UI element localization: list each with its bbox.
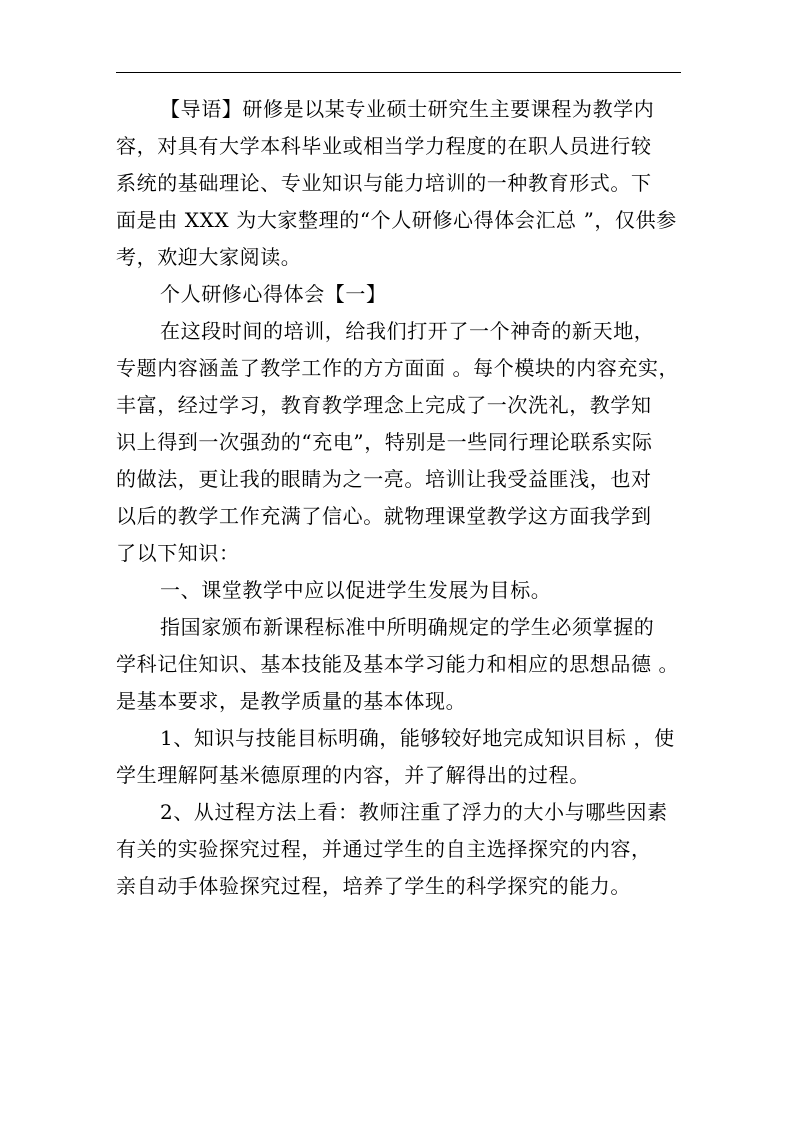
paragraph-line: 以后的教学工作充满了信心。就物理课堂教学这方面我学到	[116, 504, 652, 528]
paragraph-line: 考，欢迎大家阅读。	[116, 245, 302, 269]
document-body	[116, 91, 686, 905]
paragraph-line: 是基本要求，是教学质量的基本体现。	[116, 689, 467, 713]
paragraph-line: 的做法，更让我的眼睛为之一亮。培训让我受益匪浅，也对	[116, 467, 652, 491]
list-item-line: 2、从过程方法上看：教师注重了浮力的大小与哪些因素	[160, 800, 668, 824]
paragraph-line: 面是由 XXX 为大家整理的“个人研修心得体会汇总 ”，仅供参	[116, 208, 677, 232]
paragraph-line: 【导语】研修是以某专业硕士研究生主要课程为教学内	[160, 97, 655, 121]
list-item-line: 1、知识与技能目标明确，能够较好地完成知识目标 ，使	[160, 726, 675, 750]
subsection-heading: 一、课堂教学中应以促进学生发展为目标。	[160, 578, 552, 602]
paragraph-line: 有关的实验探究过程，并通过学生的自主选择探究的内容，	[116, 837, 652, 861]
header-rule	[116, 72, 681, 73]
paragraph-line: 亲自动手体验探究过程，培养了学生的科学探究的能力。	[116, 874, 631, 898]
paragraph-line: 容，对具有大学本科毕业或相当学力程度的在职人员进行较	[116, 134, 652, 158]
paragraph-line: 学科记住知识、基本技能及基本学习能力和相应的思想品德 。	[116, 652, 680, 676]
section-heading: 个人研修心得体会【一】	[160, 282, 387, 306]
paragraph-line: 指国家颁布新课程标准中所明确规定的学生必须掌握的	[160, 615, 655, 639]
paragraph-line: 在这段时间的培训，给我们打开了一个神奇的新天地，	[160, 319, 655, 343]
paragraph-line: 学生理解阿基米德原理的内容，并了解得出的过程。	[116, 763, 590, 787]
paragraph-line: 专题内容涵盖了教学工作的方方面面 。每个模块的内容充实，	[116, 356, 680, 380]
paragraph-line: 丰富，经过学习，教育教学理念上完成了一次洗礼，教学知	[116, 393, 652, 417]
paragraph-line: 识上得到一次强劲的“充电”，特别是一些同行理论联系实际	[116, 430, 653, 454]
paragraph-line: 了以下知识：	[116, 541, 240, 565]
paragraph-line: 系统的基础理论、专业知识与能力培训的一种教育形式。下	[116, 171, 652, 195]
